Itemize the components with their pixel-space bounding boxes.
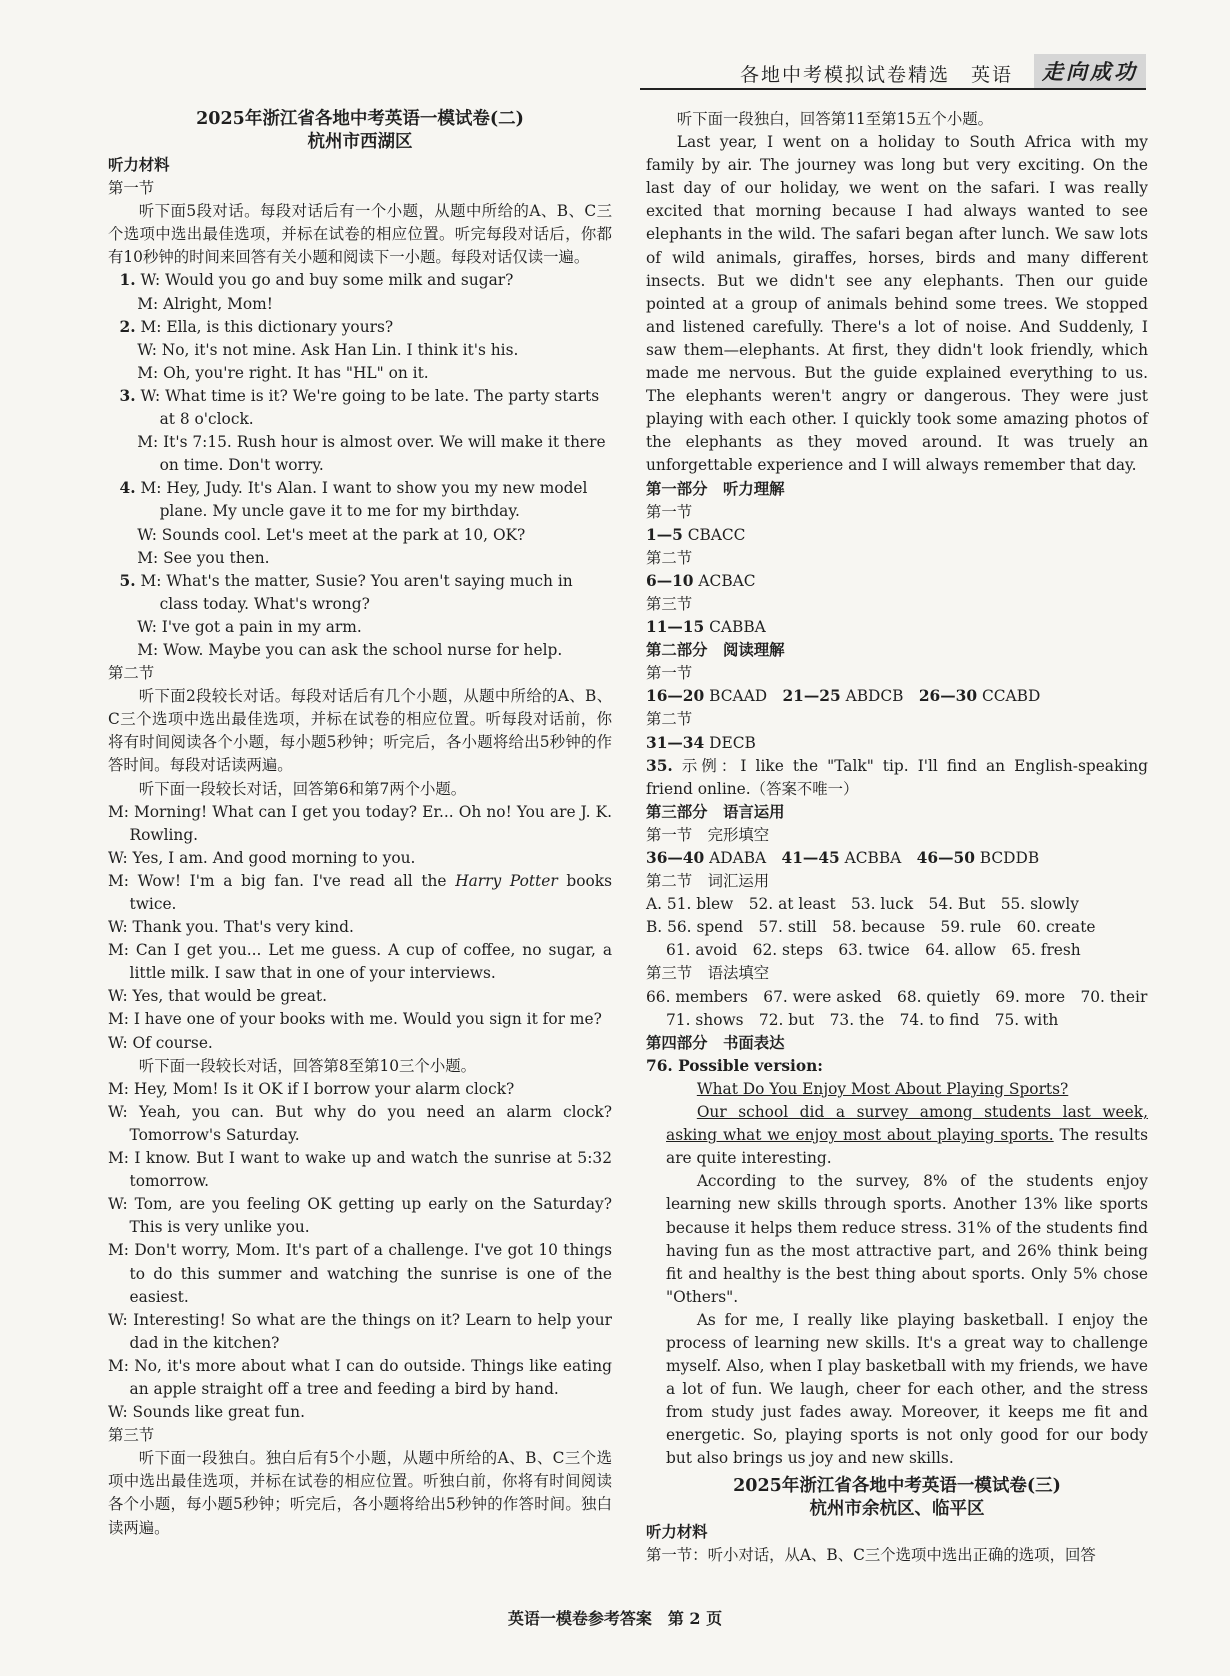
- dialogue-line: 5. M: What's the matter, Susie? You aren't saying much in class today. What's wrong?: [119, 571, 573, 613]
- answer-line: 6—10 ACBAC: [646, 571, 756, 590]
- dialogue-line: W: Yes, I am. And good morning to you.: [108, 848, 416, 867]
- brand-logo: 走向成功: [1034, 54, 1146, 88]
- answer-line: 36—40 ADABA 41—45 ACBBA 46—50 BCDDB: [646, 849, 1040, 867]
- model-essay: [646, 1078, 1148, 1471]
- subsection-heading: 第二节: [646, 710, 693, 729]
- left-column: [108, 108, 612, 1540]
- essay-title: What Do You Enjoy Most About Playing Sports?: [696, 1079, 1069, 1098]
- dialogue-line: W: Yeah, you can. But why do you need an alarm clock? Tomorrow's Saturday.: [108, 1102, 612, 1144]
- instructions: 听下面一段独白。独白后有5个小题，从题中所给的A、B、C三个选项中选出最佳选项，并标在试卷的相应位置。听独白前，你将有时间阅读各个小题，每小题5秒钟；听完后，各小题将给出5秒钟的作答时间。独白读两遍。: [108, 1449, 612, 1537]
- instructions: 听下面一段独白，回答第11至第15五个小题。: [676, 110, 993, 128]
- dialogue-line: M: Wow! I'm a big fan. I've read all the Harry Potter books twice.: [108, 871, 612, 913]
- dialogue-line: M: I have one of your books with me. Would you sign it for me?: [108, 1010, 602, 1029]
- dialogue-line: W: Of course.: [108, 1033, 213, 1052]
- part-heading: 第二部分 阅读理解: [646, 641, 785, 660]
- answer-line: 66. members 67. were asked 68. quietly 69. more 70. their: [646, 987, 1148, 1006]
- dialogue-line: W: Yes, that would be great.: [108, 987, 327, 1006]
- instructions: 听下面一段较长对话，回答第8至第10三个小题。: [138, 1056, 476, 1075]
- dialogue-line: M: See you then.: [137, 548, 270, 567]
- essay-paragraph: As for me, I really like playing basketball. I enjoy the process of learning new skills. It's a great way to challenge myself. Also, when I play basketball with my friends, we have a lot of fun. We laugh, cheer for each other, and the stress from study just fades away. Moreover, it keeps me fit and energetic. So, playing sports is not only good for our body but also brings us joy and new skills.: [666, 1310, 1148, 1468]
- section-heading: 听力材料: [108, 156, 170, 174]
- exam-district: 杭州市余杭区、临平区: [809, 1498, 985, 1519]
- subsection-heading: 第三节 语法填空: [646, 964, 770, 983]
- subsection-heading: 第一节: [646, 664, 693, 683]
- dialogue-line: 4. M: Hey, Judy. It's Alan. I want to show you my new model plane. My uncle gave it to me for my birthday.: [119, 479, 588, 521]
- answer-line: 11—15 CABBA: [646, 618, 766, 637]
- dialogue-line: M: No, it's more about what I can do outside. Things like eating an apple straight off a tree and feeding a bird by hand.: [108, 1356, 612, 1398]
- dialogue-line: M: It's 7:15. Rush hour is almost over. We will make it there on time. Don't worry.: [137, 433, 606, 475]
- monologue-text: Last year, I went on a holiday to South Africa with my family by air. The journey was long but very exciting. On the last day of our holiday, we went on the safari. I was really excited that morning because I had always wanted to see elephants in the wild. The safari began after lunch. We saw lots of wild animals, giraffes, horses, birds and many different insects. But we didn't see any elephants. Then our guide pointed at a group of animals behind some trees. We stopped and listened carefully. There's a lot of noise. And Suddenly, I saw them—elephants. At first, they didn't look friendly, which made me nervous. But the guide explained everything to us. The elephants weren't angry or dangerous. They were just playing with each other. I quickly took some amazing photos of the elephants as they moved around. It was truely an unforgettable experience and I will always remember that day.: [646, 133, 1148, 475]
- dialogue-line: M: Hey, Mom! Is it OK if I borrow your alarm clock?: [108, 1079, 515, 1098]
- dialogue-line: M: I know. But I want to wake up and watch the sunrise at 5:32 tomorrow.: [108, 1149, 612, 1191]
- instructions: 听下面一段较长对话，回答第6和第7两个小题。: [138, 779, 467, 798]
- part-heading: 第三部分 语言运用: [646, 802, 785, 821]
- subsection-heading: 第一节 完形填空: [646, 825, 770, 844]
- dialogue-line: W: Interesting! So what are the things on it? Learn to help your dad in the kitchen?: [108, 1310, 612, 1352]
- exam-district: 杭州市西湖区: [307, 132, 413, 152]
- dialogue-line: 3. W: What time is it? We're going to be late. The party starts at 8 o'clock.: [119, 386, 600, 429]
- dialogue-line: W: Thank you. That's very kind.: [108, 918, 354, 937]
- part-heading: 第一部分 听力理解: [646, 479, 785, 498]
- exam-title: 2025年浙江省各地中考英语一模试卷(二): [196, 109, 524, 129]
- answer-line: 35. 示例：I like the "Talk" tip. I'll find an English-speaking friend online.（答案不唯一）: [646, 756, 1148, 798]
- essay-paragraph: According to the survey, 8% of the students enjoy learning new skills through sports. Another 13% like sports because it helps them reduce stress. 31% of the students find having fun as the most attractive part, and 26% think being fit and healthy is the best thing about sports. Only 5% chose "Others".: [666, 1172, 1148, 1306]
- dialogue-line: W: I've got a pain in my arm.: [137, 617, 362, 636]
- subsection-heading: 第二节 词汇运用: [646, 872, 770, 891]
- essay-label: 76. Possible version:: [646, 1056, 823, 1075]
- exam-title: 2025年浙江省各地中考英语一模试卷(三): [733, 1475, 1061, 1496]
- essay-paragraph: Our school did a survey among students last week, asking what we enjoy most about playing sports. The results are quite interesting.: [666, 1103, 1148, 1168]
- dialogue-line: 2. M: Ella, is this dictionary yours?: [119, 317, 394, 336]
- section-heading: 听力材料: [646, 1522, 708, 1541]
- running-header: [640, 54, 1146, 88]
- part-heading: 第四部分 书面表达: [646, 1033, 785, 1052]
- dialogue-line: 1. W: Would you go and buy some milk and sugar?: [119, 271, 514, 290]
- dialogue-line: M: Can I get you... Let me guess. A cup of coffee, no sugar, a little milk. I saw that in one of your interviews.: [108, 941, 612, 983]
- right-column: [646, 108, 1148, 1567]
- instructions: 第一节：听小对话，从A、B、C三个选项中选出正确的选项，回答: [646, 1545, 1096, 1564]
- subsection-heading: 第三节: [108, 1426, 155, 1445]
- page-footer: 英语一模卷参考答案 第 2 页: [507, 1609, 723, 1628]
- dialogue-line: W: Sounds cool. Let's meet at the park at 10, OK?: [137, 525, 526, 544]
- dialogue-line: W: Sounds like great fun.: [108, 1403, 305, 1422]
- subsection-heading: 第一节: [646, 502, 693, 521]
- instructions: 听下面5段对话。每段对话后有一个小题，从题中所给的A、B、C三个选项中选出最佳选项，并标在试卷的相应位置。听完每段对话后，你都有10秒钟的时间来回答有关小题和阅读下一小题。每段对话仅读一遍。: [108, 202, 612, 267]
- dialogue-line: W: No, it's not mine. Ask Han Lin. I think it's his.: [137, 340, 519, 359]
- subsection-heading: 第二节: [108, 664, 155, 683]
- subsection-heading: 第一节: [108, 179, 155, 198]
- answer-line: 71. shows 72. but 73. the 74. to find 75. with: [666, 1010, 1059, 1029]
- answer-line: 31—34 DECB: [646, 733, 756, 752]
- answer-line: A. 51. blew 52. at least 53. luck 54. But 55. slowly: [646, 895, 1079, 914]
- dialogue-line: M: Wow. Maybe you can ask the school nurse for help.: [137, 640, 563, 659]
- header-title: 各地中考模拟试卷精选 英语: [740, 64, 1014, 86]
- dialogue-line: M: Morning! What can I get you today? Er... Oh no! You are J. K. Rowling.: [108, 802, 612, 844]
- dialogue-line: W: Tom, are you feeling OK getting up early on the Saturday? This is very unlike you.: [108, 1195, 612, 1237]
- dialogue-line: M: Alright, Mom!: [137, 294, 273, 313]
- dialogue-line: M: Oh, you're right. It has "HL" on it.: [137, 363, 429, 382]
- instructions: 听下面2段较长对话。每段对话后有几个小题，从题中所给的A、B、C三个选项中选出最佳选项，并标在试卷的相应位置。听每段对话前，你将有时间阅读各个小题，每小题5秒钟；听完后，各小题将给出5秒钟的作答时间。每段对话读两遍。: [108, 687, 612, 775]
- header-rule: [640, 88, 1146, 90]
- answer-line: 61. avoid 62. steps 63. twice 64. allow 65. fresh: [666, 941, 1081, 960]
- subsection-heading: 第三节: [646, 594, 693, 613]
- answer-line: 16—20 BCAAD 21—25 ABDCB 26—30 CCABD: [646, 687, 1041, 706]
- answer-line: B. 56. spend 57. still 58. because 59. rule 60. create: [646, 918, 1096, 937]
- subsection-heading: 第二节: [646, 548, 693, 567]
- answer-line: 1—5 CBACC: [646, 525, 746, 544]
- dialogue-line: M: Don't worry, Mom. It's part of a challenge. I've got 10 things to do this summer and watching the sunrise is one of the easiest.: [108, 1241, 612, 1306]
